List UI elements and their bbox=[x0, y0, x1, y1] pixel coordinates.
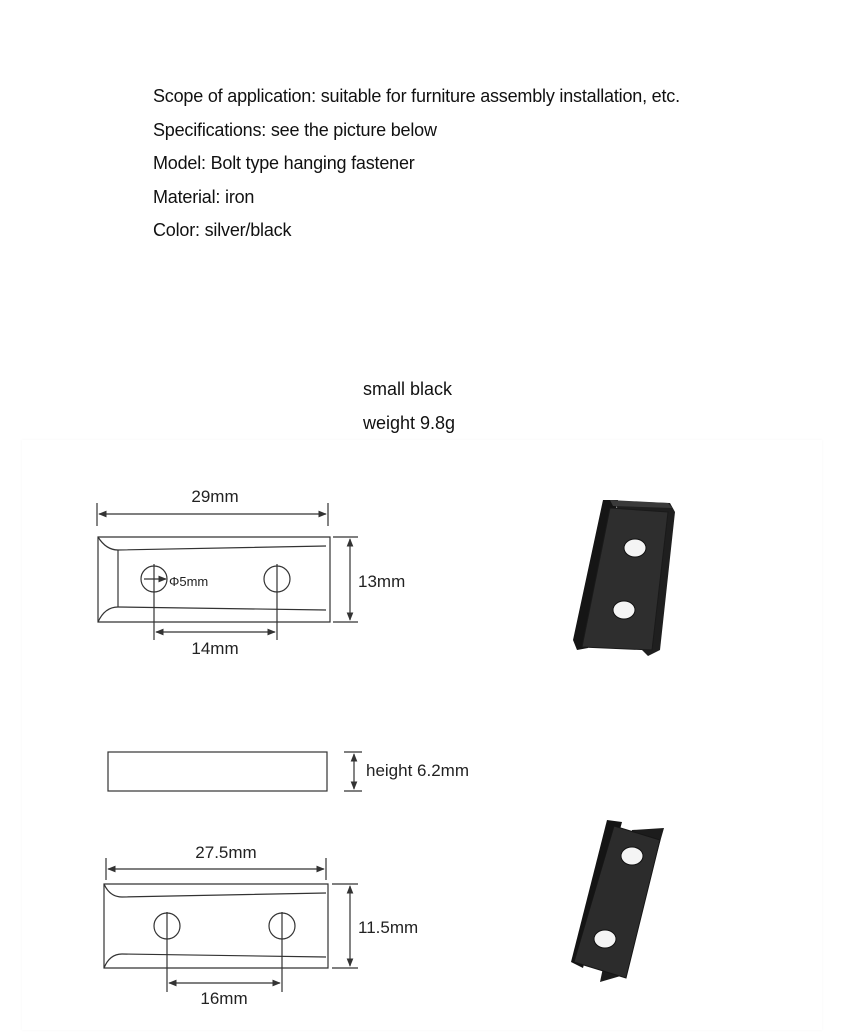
product-photo-large bbox=[571, 820, 664, 982]
spec-color: Color: silver/black bbox=[153, 220, 292, 240]
top-large-width-label: 11.5mm bbox=[358, 918, 419, 937]
product-photo-small bbox=[573, 500, 675, 656]
top-small-length-label: 29mm bbox=[191, 487, 239, 506]
top-small-upper-rim bbox=[98, 537, 326, 550]
side-height-label: height 6.2mm bbox=[366, 761, 469, 780]
spec-model: Model: Bolt type hanging fastener bbox=[153, 153, 415, 173]
variant-size-label: small black bbox=[363, 379, 453, 399]
spec-scope: Scope of application: suitable for furniture assembly installation, etc. bbox=[153, 86, 680, 106]
top-large-hole-spacing-label: 16mm bbox=[200, 989, 248, 1008]
top-small-lower-rim bbox=[98, 607, 326, 622]
top-large-length-label: 27.5mm bbox=[195, 843, 257, 862]
top-small-hole-diameter-label: Φ5mm bbox=[169, 574, 209, 589]
side-view-drawing bbox=[108, 752, 362, 791]
product-small-hole-bottom bbox=[613, 601, 635, 619]
top-view-large-drawing bbox=[104, 858, 358, 992]
top-small-hole-spacing-label: 14mm bbox=[191, 639, 239, 658]
side-view-outline bbox=[108, 752, 327, 791]
top-small-width-label: 13mm bbox=[358, 572, 406, 591]
top-large-lower-rim bbox=[104, 954, 326, 968]
top-large-upper-rim bbox=[104, 884, 326, 897]
product-large-hole-bottom bbox=[594, 930, 616, 948]
spec-specifications: Specifications: see the picture below bbox=[153, 119, 437, 140]
product-large-hole-top bbox=[621, 847, 643, 865]
top-view-small-drawing bbox=[97, 503, 358, 640]
product-small-hole-top bbox=[624, 539, 646, 557]
spec-material: Material: iron bbox=[153, 186, 255, 207]
variant-weight-label: weight 9.8g bbox=[363, 413, 456, 433]
